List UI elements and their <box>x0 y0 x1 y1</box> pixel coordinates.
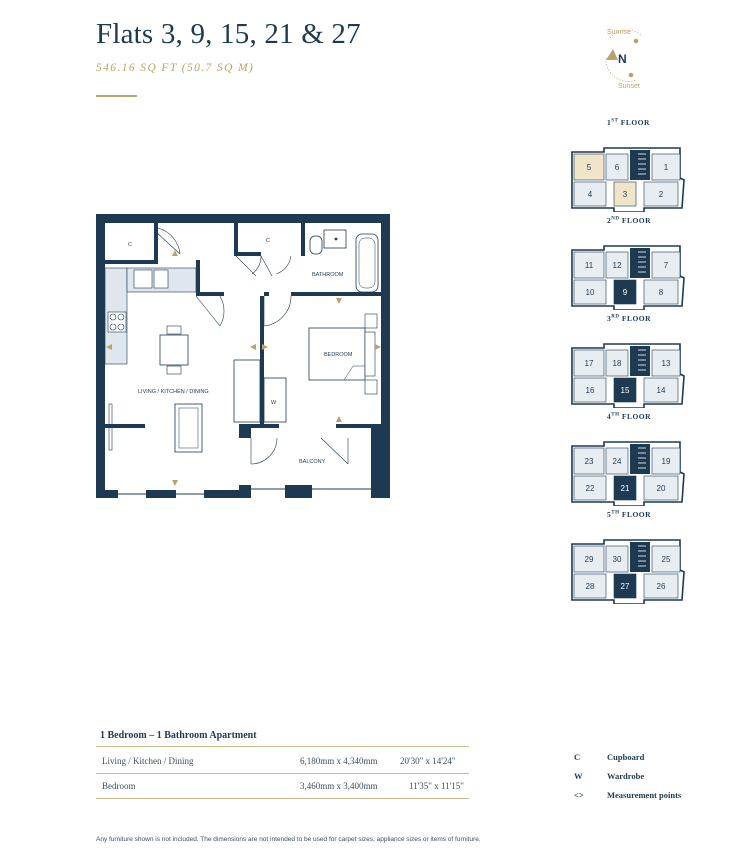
floor-label-1: 1ST FLOOR <box>607 118 650 127</box>
sunrise-dot <box>634 39 639 44</box>
key-plan-unit-number: 15 <box>620 386 630 395</box>
table-row-room: Bedroom <box>102 781 136 791</box>
sunset-dot <box>629 73 634 78</box>
key-plan-unit-number: 4 <box>587 190 593 199</box>
key-plan-unit-number: 19 <box>661 457 671 466</box>
sink-icon <box>134 270 152 288</box>
label-living: LIVING / KITCHEN / DINING <box>138 389 209 395</box>
apartment-type-title: 1 Bedroom – 1 Bathroom Apartment <box>100 730 257 741</box>
label-balcony: BALCONY <box>299 459 326 465</box>
key-plan-unit-number: 17 <box>584 359 594 368</box>
key-plan-floor-1 <box>560 128 686 212</box>
key-plan-floor-2 <box>560 226 686 310</box>
key-plan-unit-number: 18 <box>612 359 622 368</box>
key-plan-unit-number: 23 <box>584 457 594 466</box>
key-plan-unit-number: 25 <box>661 555 671 564</box>
floor-key-plans <box>560 118 700 608</box>
key-plan-unit-number: 5 <box>586 163 592 172</box>
key-code-wardrobe: W <box>574 771 583 781</box>
key-label-wardrobe: Wardrobe <box>607 771 645 781</box>
key-plan-unit-number: 22 <box>585 484 595 493</box>
key-plan-unit-number: 12 <box>612 261 622 270</box>
table-row-imperial: 20'30" x 14'24" <box>400 756 456 766</box>
toilet-icon <box>310 236 322 254</box>
label-bedroom: BEDROOM <box>324 352 353 358</box>
key-plan-unit-number: 24 <box>612 457 622 466</box>
key-plan-unit-number: 13 <box>661 359 671 368</box>
sunset-label: Sunset <box>618 83 640 90</box>
key-plan-unit-number: 20 <box>656 484 666 493</box>
key-plan-unit-number: 8 <box>658 288 664 297</box>
floor-area: 546.16 SQ FT (50.7 SQ M) <box>96 62 255 74</box>
table-rule <box>96 798 469 799</box>
key-plan-unit-number: 29 <box>584 555 594 564</box>
key-plan-unit-number: 30 <box>612 555 622 564</box>
key-plan-unit-number: 16 <box>585 386 595 395</box>
table-rule <box>96 773 469 774</box>
key-label-measurement: Measurement points <box>607 790 682 800</box>
key-plan-unit-number: 10 <box>585 288 595 297</box>
floor-label-4: 4TH FLOOR <box>607 412 652 421</box>
page-title: Flats 3, 9, 15, 21 & 27 <box>96 18 361 50</box>
label-wardrobe: W <box>271 400 277 406</box>
key-plan-floor-3 <box>560 324 686 408</box>
floor-label-5: 5TH FLOOR <box>607 510 652 519</box>
floor-label-3: 3RD FLOOR <box>607 314 652 323</box>
floor-label-2: 2ND FLOOR <box>607 216 652 225</box>
north-label: N <box>618 52 627 66</box>
sunrise-label: Sunrise <box>607 29 631 36</box>
key-plan-unit-number: 14 <box>656 386 666 395</box>
label-bathroom: BATHROOM <box>312 272 344 278</box>
table-row-metric: 6,180mm x 4,340mm <box>300 756 378 766</box>
north-arrow-icon <box>606 49 618 60</box>
key-plan-unit-number: 6 <box>614 163 620 172</box>
key-plan-unit-number: 9 <box>622 288 628 297</box>
key-plan-unit-number: 11 <box>584 261 594 270</box>
label-cupboard-1: C <box>128 242 132 248</box>
key-plan-unit-number: 7 <box>663 261 669 270</box>
key-plan-unit-number: 3 <box>622 190 628 199</box>
label-cupboard-2: C <box>266 238 270 244</box>
table-row-room: Living / Kitchen / Dining <box>102 756 194 766</box>
title-divider <box>96 95 137 97</box>
compass-icon <box>596 22 656 92</box>
key-plan-unit-number: 2 <box>658 190 664 199</box>
hob-icon <box>108 312 126 332</box>
key-plan-floor-4 <box>560 422 686 506</box>
key-label-cupboard: Cupboard <box>607 752 645 762</box>
key-plan-floor-5 <box>560 520 686 604</box>
key-plan-unit-number: 26 <box>656 582 666 591</box>
table-rule <box>96 746 469 747</box>
key-plan-unit-number: 1 <box>663 163 669 172</box>
sofa <box>175 404 202 452</box>
table-row-metric: 3,460mm x 3,400mm <box>300 781 378 791</box>
key-plan-unit-number: 28 <box>585 582 595 591</box>
key-code-measurement: <> <box>574 790 584 800</box>
disclaimer: Any furniture shown is not included. The dimensions are not intended to be used for carpet sizes, appliance sizes or items of furniture. <box>96 836 481 843</box>
floor-plan <box>96 214 390 498</box>
key-plan-unit-number: 27 <box>620 582 630 591</box>
key-plan-unit-number: 21 <box>620 484 630 493</box>
table-row-imperial: 11'35" x 11'15" <box>409 781 464 791</box>
key-code-cupboard: C <box>574 752 581 762</box>
